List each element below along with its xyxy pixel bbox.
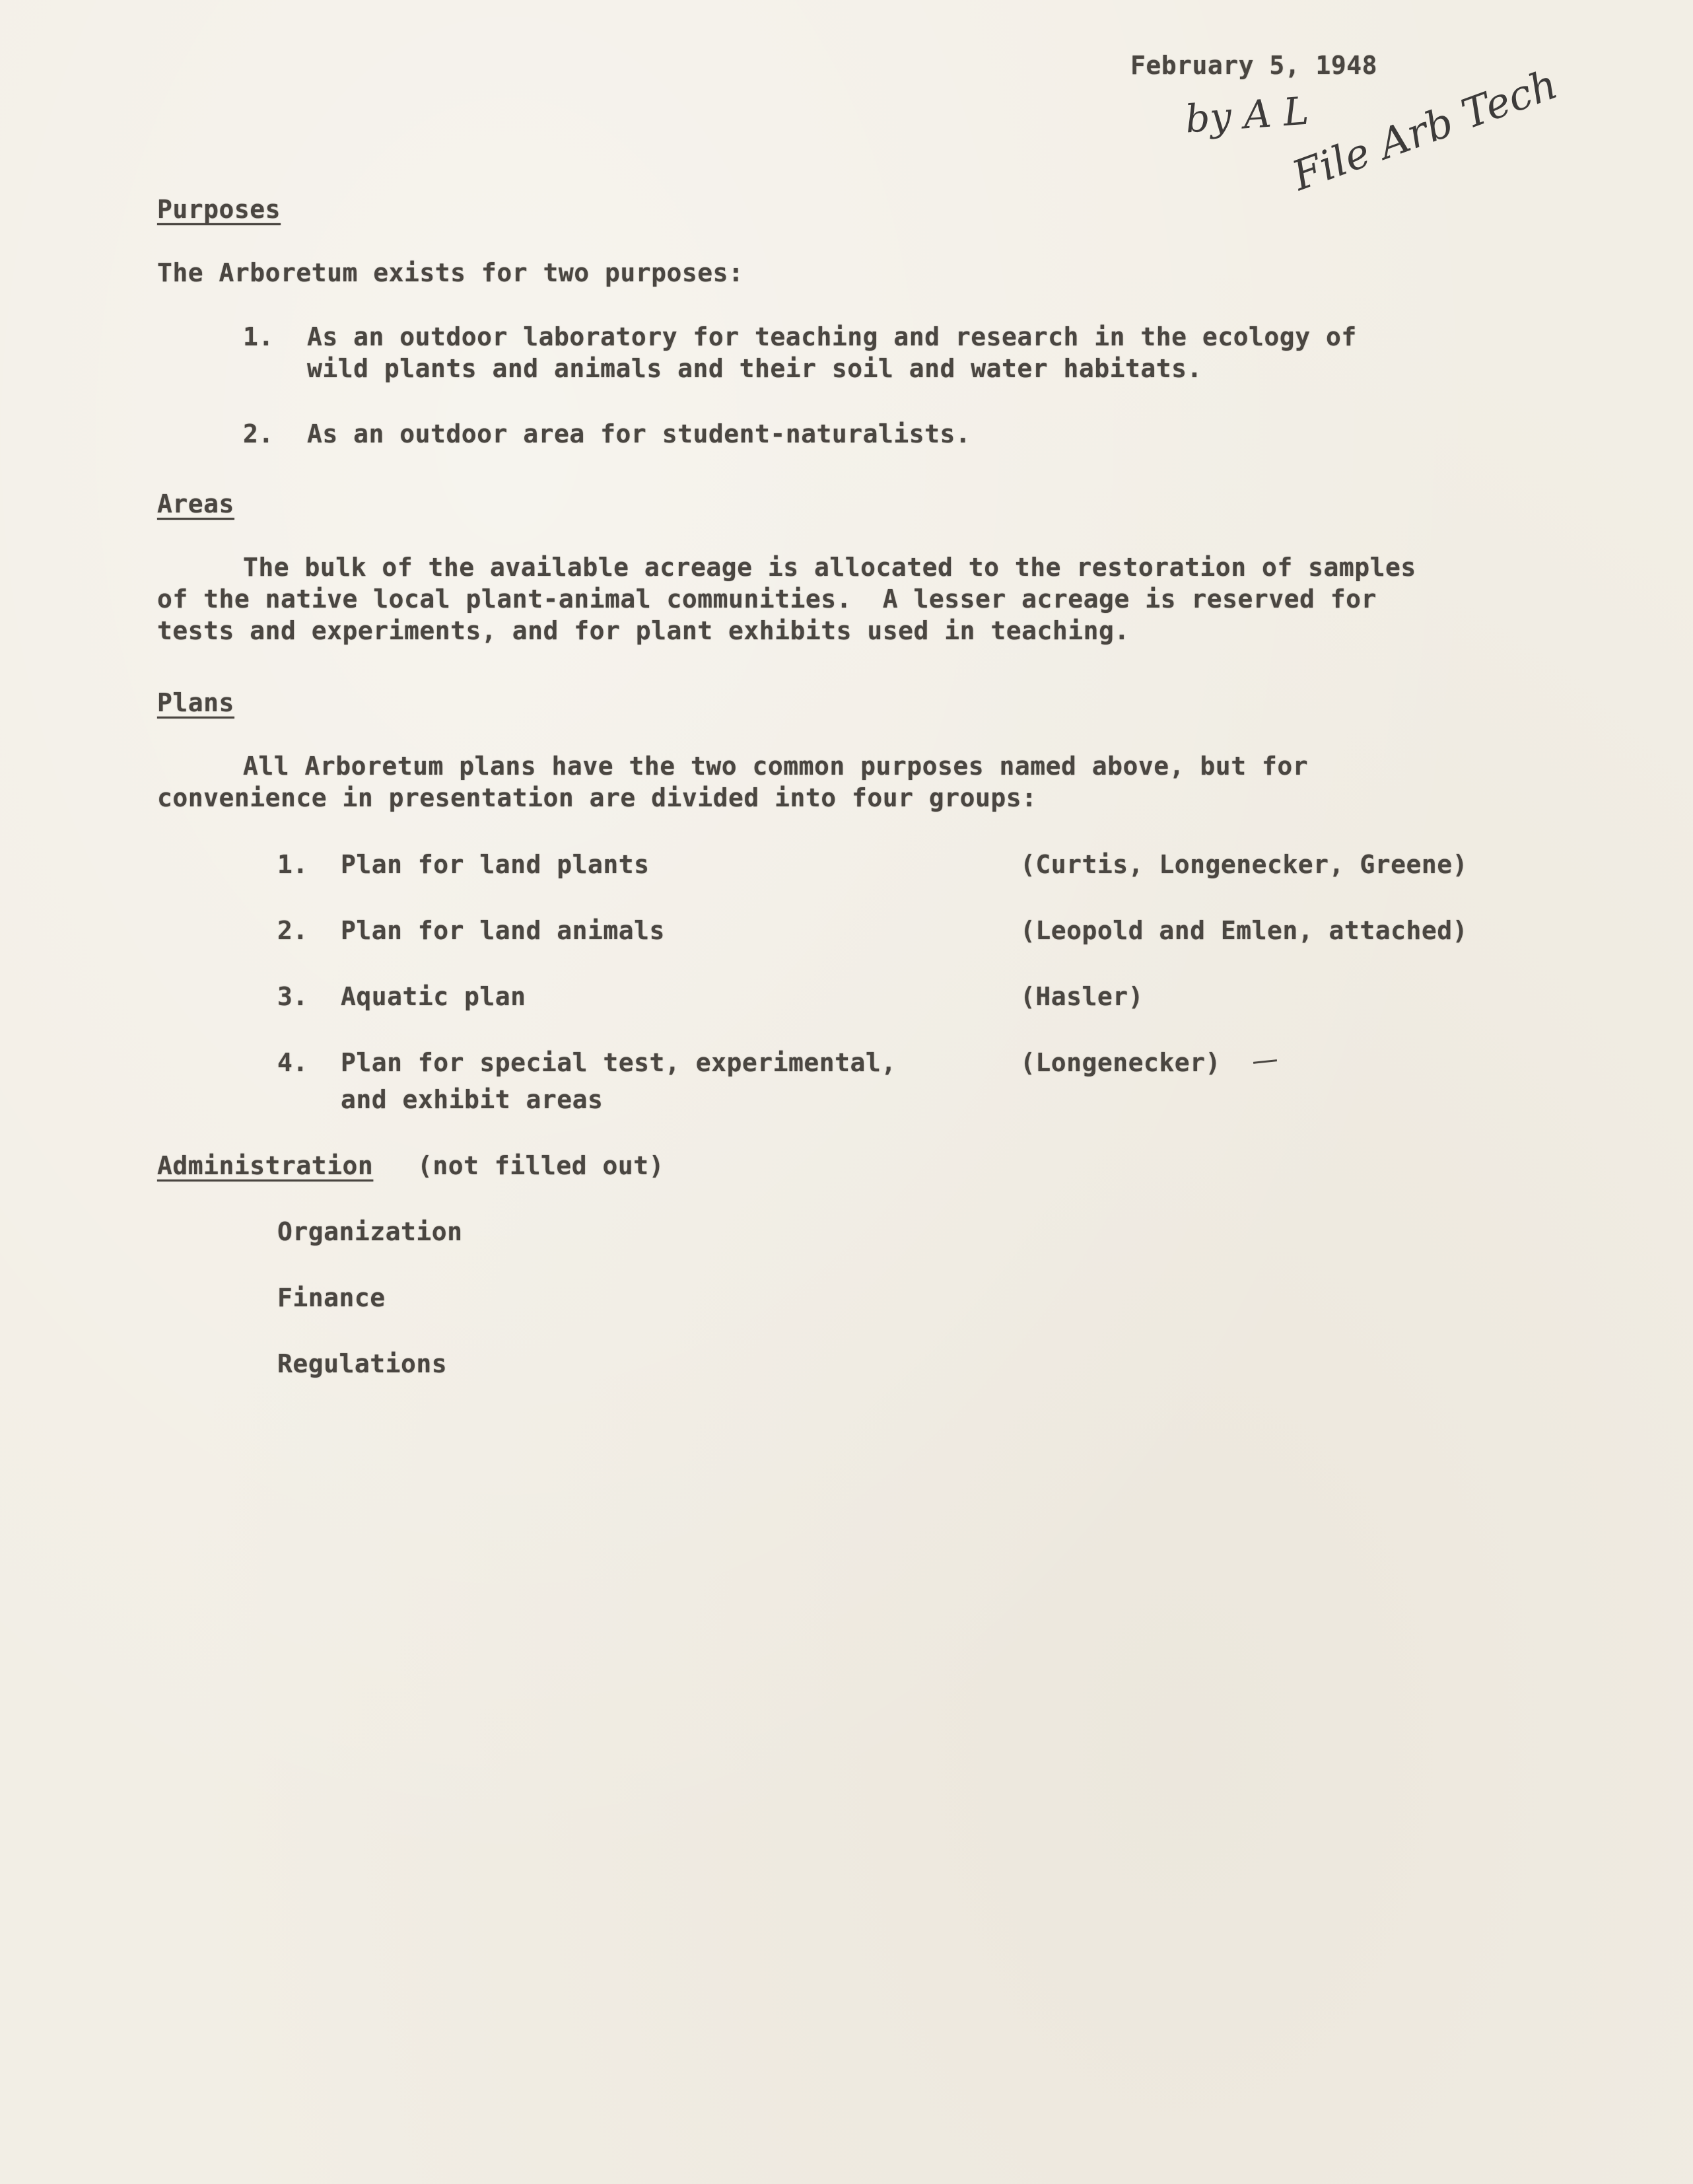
purposes-item-2-line1: As an outdoor area for student-naturalists. <box>307 419 971 448</box>
plans-item-2-number: 2. <box>277 916 308 945</box>
plans-item-1-number: 1. <box>277 850 308 879</box>
purposes-intro: The Arboretum exists for two purposes: <box>157 258 744 287</box>
plans-heading: Plans <box>157 688 234 717</box>
areas-heading: Areas <box>157 489 234 518</box>
administration-item-organization: Organization <box>277 1217 463 1246</box>
handwritten-initials: by A L <box>1183 88 1311 142</box>
areas-line-3: tests and experiments, and for plant exhibits used in teaching. <box>157 616 1130 645</box>
plans-item-3-authors: (Hasler) <box>1020 982 1144 1011</box>
administration-heading: Administration <box>157 1151 374 1180</box>
plans-item-1-label: Plan for land plants <box>341 850 650 879</box>
administration-note: (not filled out) <box>417 1151 665 1180</box>
purposes-item-1-line2: wild plants and animals and their soil and water habitats. <box>307 354 1202 383</box>
areas-line-1: The bulk of the available acreage is allocated to the restoration of samples <box>243 553 1416 582</box>
plans-intro-line-1: All Arboretum plans have the two common purposes named above, but for <box>243 752 1309 781</box>
areas-line-2: of the native local plant-animal communities. A lesser acreage is reserved for <box>157 584 1377 614</box>
plans-item-3-number: 3. <box>277 982 308 1011</box>
document-date: February 5, 1948 <box>1130 51 1378 80</box>
purposes-heading: Purposes <box>157 195 281 224</box>
purposes-item-1-number: 1. <box>243 322 274 351</box>
purposes-item-1-line1: As an outdoor laboratory for teaching and research in the ecology of <box>307 322 1357 351</box>
plans-item-4-authors: (Longenecker) <box>1020 1048 1221 1077</box>
plans-item-2-authors: (Leopold and Emlen, attached) <box>1020 916 1468 945</box>
plans-item-2-label: Plan for land animals <box>341 916 665 945</box>
purposes-item-2-number: 2. <box>243 419 274 448</box>
plans-item-4-label-line1: Plan for special test, experimental, <box>341 1048 897 1077</box>
handwritten-dash <box>1253 1059 1277 1064</box>
administration-item-finance: Finance <box>277 1283 386 1312</box>
plans-intro-line-2: convenience in presentation are divided into four groups: <box>157 783 1037 812</box>
plans-item-1-authors: (Curtis, Longenecker, Greene) <box>1020 850 1468 879</box>
plans-item-4-label-line2: and exhibit areas <box>341 1085 604 1114</box>
administration-item-regulations: Regulations <box>277 1349 448 1378</box>
plans-item-4-number: 4. <box>277 1048 308 1077</box>
handwritten-file-note: File Arb Tech <box>1286 59 1564 200</box>
plans-item-3-label: Aquatic plan <box>341 982 526 1011</box>
